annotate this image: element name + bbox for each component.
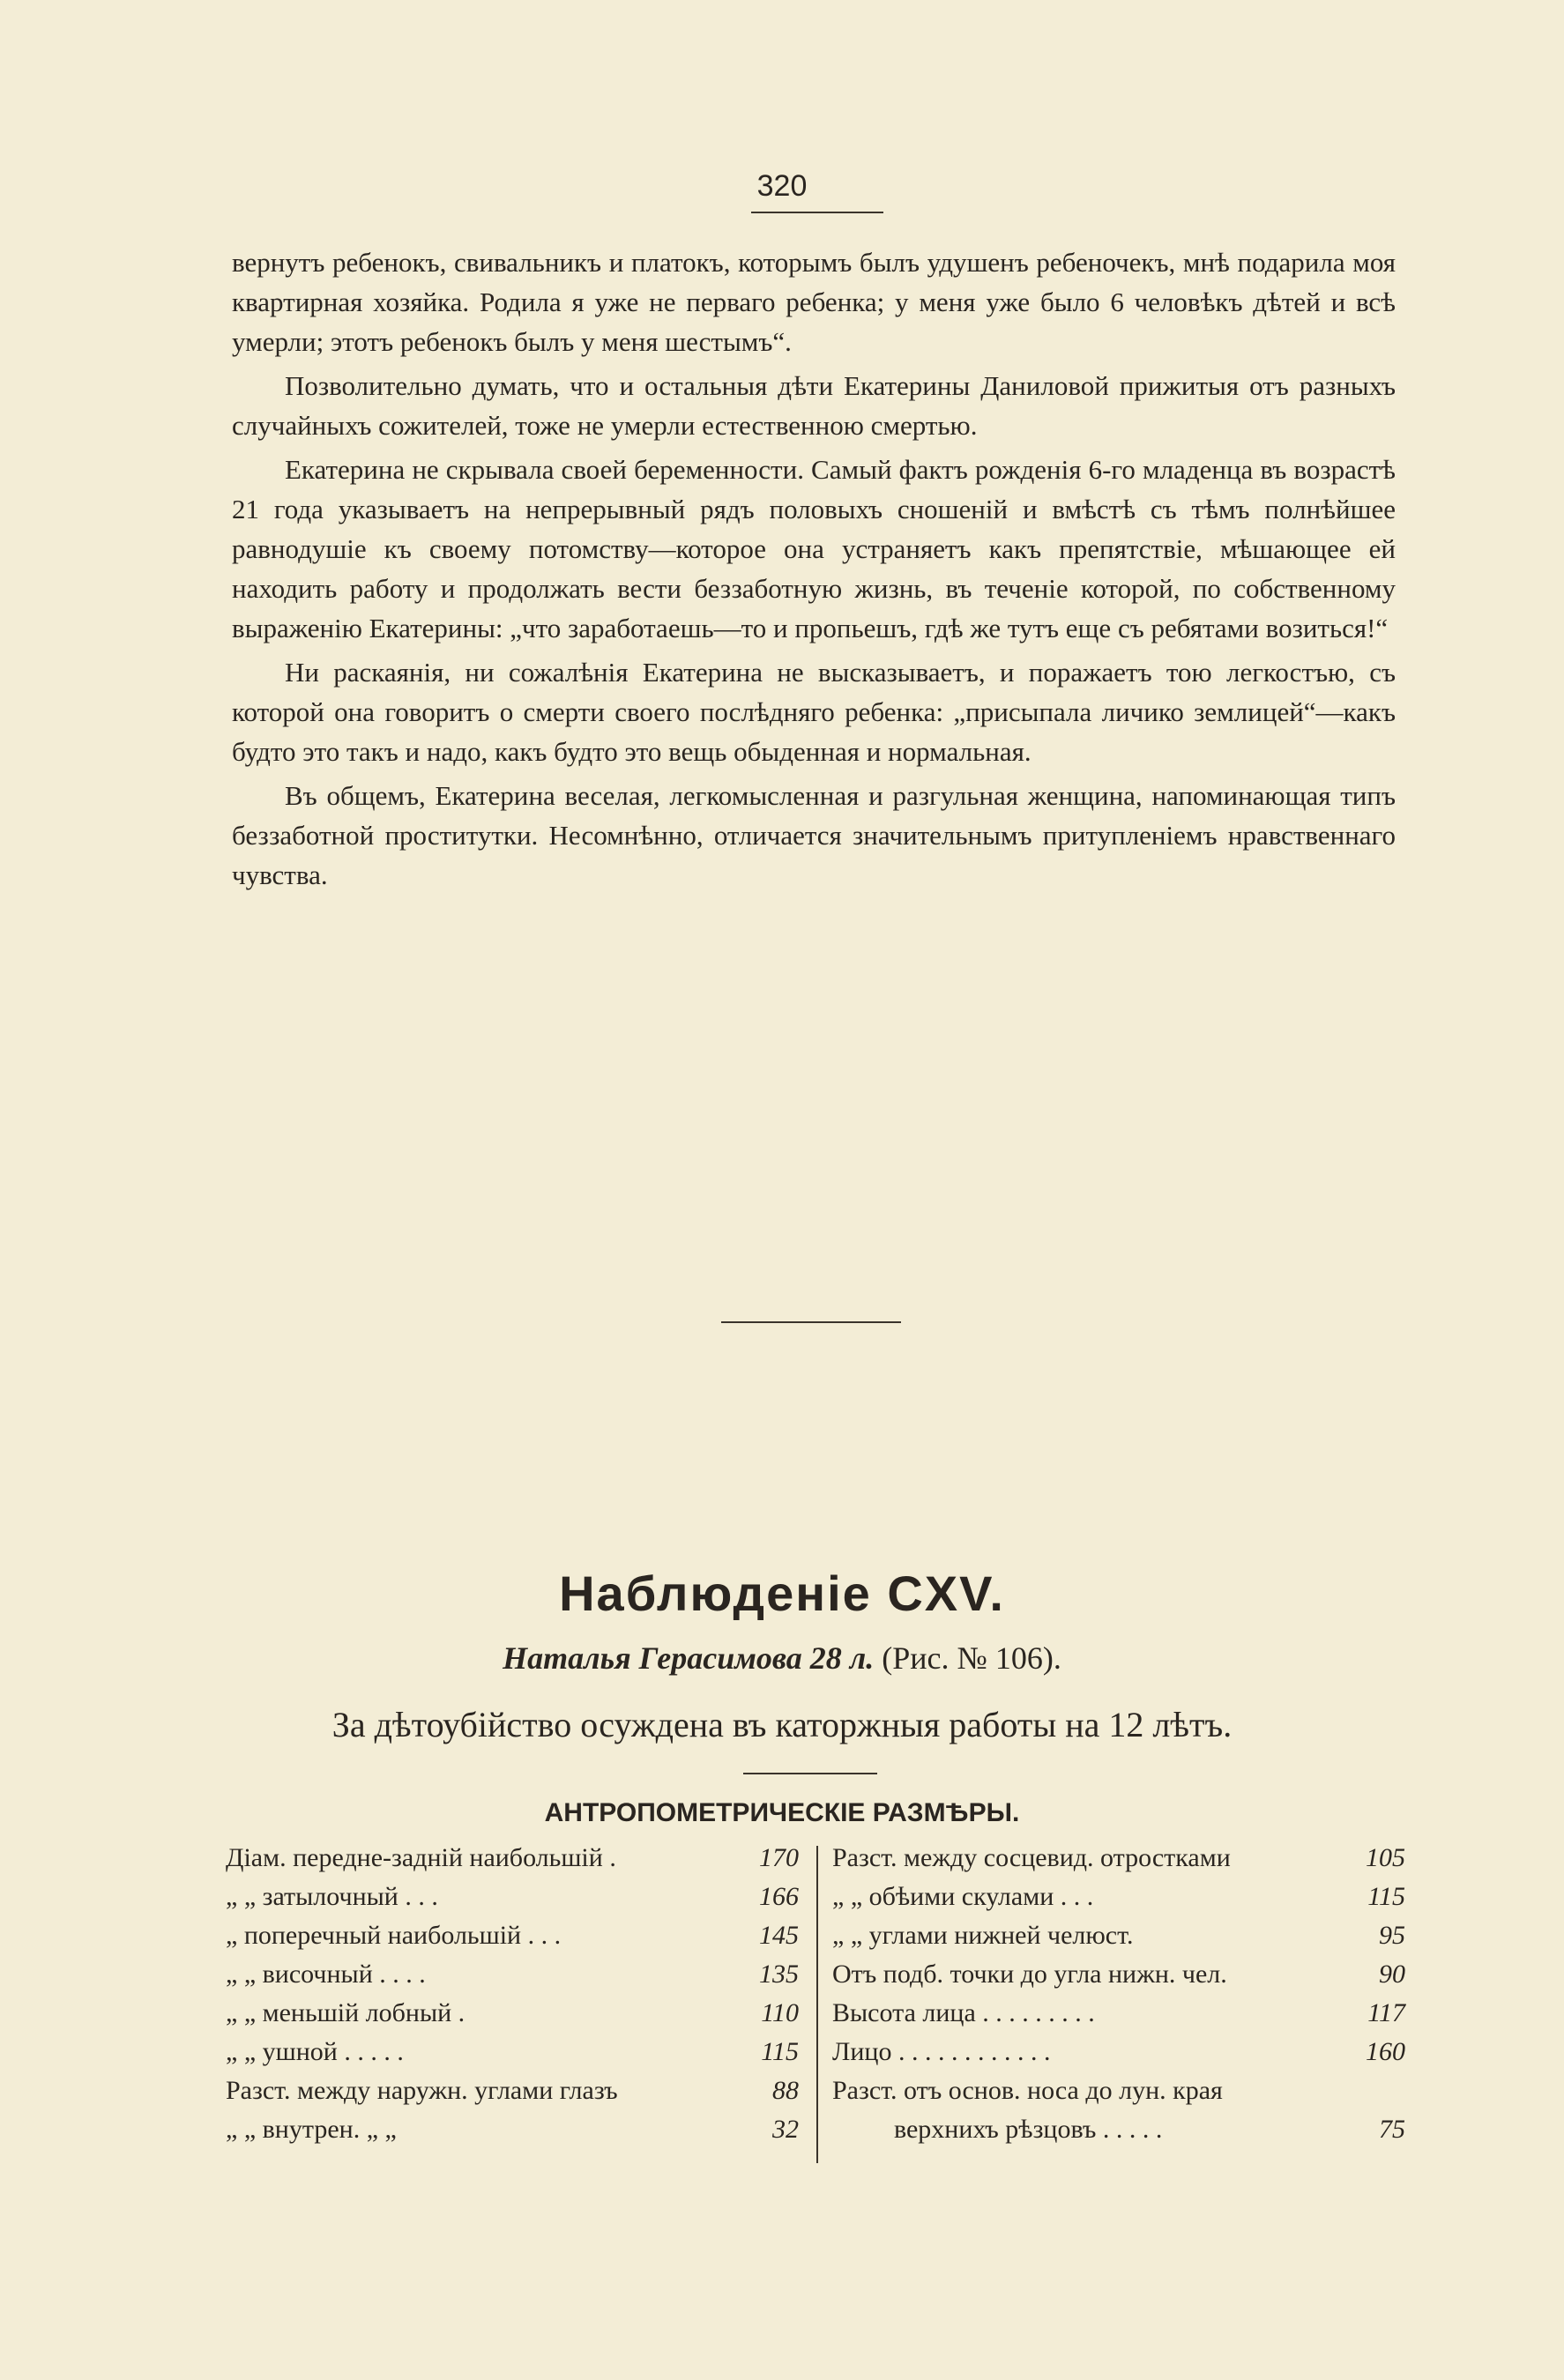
measurement-value: 135	[759, 1960, 799, 1989]
measurement-label: Разст. между сосцевид. отростками	[832, 1843, 1231, 1872]
measurement-row	[226, 1878, 799, 1916]
measurement-row	[832, 2110, 1405, 2149]
paragraph: Въ общемъ, Екатерина веселая, легкомысленная и разгульная женщина, напоминающая типъ беззаботной проститутки. Несомнѣнно, отличается значительнымъ притупленіемъ нравственнаго чувства.	[232, 780, 1396, 890]
column-divider	[816, 1846, 818, 2163]
measurements-left-column	[226, 1839, 799, 2149]
measurements-table-title: АНТРОПОМЕТРИЧЕСКІЕ РАЗМѢРЫ.	[544, 1798, 1020, 1827]
measurement-value: 145	[759, 1921, 799, 1950]
measurement-row	[226, 1839, 799, 1878]
observation-title: Наблюденіе CXV.	[559, 1566, 1005, 1621]
measurement-row	[226, 2033, 799, 2071]
measurement-value: 117	[1367, 1998, 1405, 2027]
measurement-label: Высота лица . . . . . . . . .	[832, 1998, 1095, 2027]
measurement-label: „ „ височный . . . .	[226, 1960, 426, 1989]
measurement-row	[226, 1955, 799, 1994]
measurement-value: 90	[1379, 1960, 1405, 1989]
measurement-label: Разст. между наружн. углами глазъ	[226, 2076, 618, 2105]
measurement-label: „ „ углами нижней челюст.	[832, 1921, 1134, 1950]
measurement-value: 166	[759, 1882, 799, 1911]
measurement-label: верхнихъ рѣзцовъ . . . . .	[894, 2115, 1163, 2144]
measurement-label: „ „ обѣими скулами . . .	[832, 1882, 1094, 1911]
measurement-value: 95	[1379, 1921, 1405, 1950]
measurement-row	[226, 2071, 799, 2110]
observation-subject	[0, 1640, 1564, 1677]
measurement-row	[832, 2033, 1405, 2071]
body-text	[232, 242, 1396, 899]
measurement-value: 75	[1379, 2115, 1405, 2144]
measurement-label: „ „ ушной . . . . .	[226, 2037, 404, 2066]
measurement-row	[832, 1916, 1405, 1955]
page-number: 320	[756, 169, 808, 203]
measurement-row	[226, 1916, 799, 1955]
measurement-label: Лицо . . . . . . . . . . . .	[832, 2037, 1051, 2066]
measurement-row	[832, 2071, 1405, 2110]
paragraph: Позволительно думать, что и остальныя дѣти Екатерины Даниловой прижитыя отъ разныхъ случайныхъ сожителей, тоже не умерли естественною смертью.	[232, 370, 1396, 441]
measurement-row	[832, 1955, 1405, 1994]
measurement-value: 32	[772, 2115, 799, 2144]
measurement-row	[832, 1994, 1405, 2033]
paragraph: вернутъ ребенокъ, свивальникъ и платокъ, которымъ былъ удушенъ ребеночекъ, мнѣ подарила моя квартирная хозяйка. Родила я уже не перваго ребенка; у меня уже было 6 человѣкъ дѣтей и всѣ умерли; этотъ ребенокъ былъ у меня шестымъ“.	[232, 247, 1396, 357]
figure-reference: (Рис. № 106).	[882, 1640, 1061, 1676]
paragraph: Ни раскаянія, ни сожалѣнія Екатерина не высказываетъ, и поражаетъ тою легкостъю, съ которой она говоритъ о смерти своего послѣдняго ребенка: „присыпала личико землицей“—какъ будто это такъ и надо, какъ будто это вещь обыденная и нормальная.	[232, 657, 1396, 767]
paragraph: Екатерина не скрывала своей беременности. Самый фактъ рожденія 6-го младенца въ возрастѣ 21 года указываетъ на непрерывный рядъ половыхъ сношеній и вмѣстѣ съ тѣмъ полнѣйшее равнодушіе къ своему потомству—которое она устраняетъ какъ препятствіе, мѣшающее ей находить работу и продолжать вести беззаботную жизнь, въ теченіе которой, по собственному выраженію Екатерины: „что заработаешь—то и пропьешъ, гдѣ же тутъ еще съ ребятами возиться!“	[232, 454, 1396, 643]
measurement-label: „ „ внутрен. „ „	[226, 2115, 397, 2144]
measurement-label: Отъ подб. точки до угла нижн. чел.	[832, 1960, 1227, 1989]
measurement-label: „ поперечный наибольшій . . .	[226, 1921, 562, 1950]
measurement-value: 160	[1366, 2037, 1405, 2066]
measurement-value: 105	[1366, 1843, 1405, 1872]
observation-sentence: За дѣтоубійство осуждена въ каторжныя работы на 12 лѣтъ.	[331, 1705, 1233, 1744]
measurement-label: „ „ затылочный . . .	[226, 1882, 438, 1911]
measurement-row	[832, 1839, 1405, 1878]
measurement-row	[832, 1878, 1405, 1916]
subject-name: Наталья Герасимова 28 л.	[503, 1640, 875, 1676]
measurement-value: 110	[761, 1998, 799, 2027]
measurements-right-column	[832, 1839, 1405, 2149]
measurement-value: 115	[1367, 1882, 1405, 1911]
measurement-row	[226, 1994, 799, 2033]
measurement-value: 115	[761, 2037, 799, 2066]
measurement-row	[226, 2110, 799, 2149]
section-separator-rule	[721, 1321, 901, 1323]
measurement-value: 170	[759, 1843, 799, 1872]
measurement-label: „ „ меньшій лобный .	[226, 1998, 465, 2027]
measurement-value: 88	[772, 2076, 799, 2105]
measurement-label: Разст. отъ основ. носа до лун. края	[832, 2076, 1223, 2105]
heading-rule	[743, 1773, 877, 1774]
measurement-value	[1398, 2071, 1405, 2110]
page-number-rule	[751, 212, 883, 213]
measurement-label: Діам. передне-задній наибольшій .	[226, 1843, 616, 1872]
